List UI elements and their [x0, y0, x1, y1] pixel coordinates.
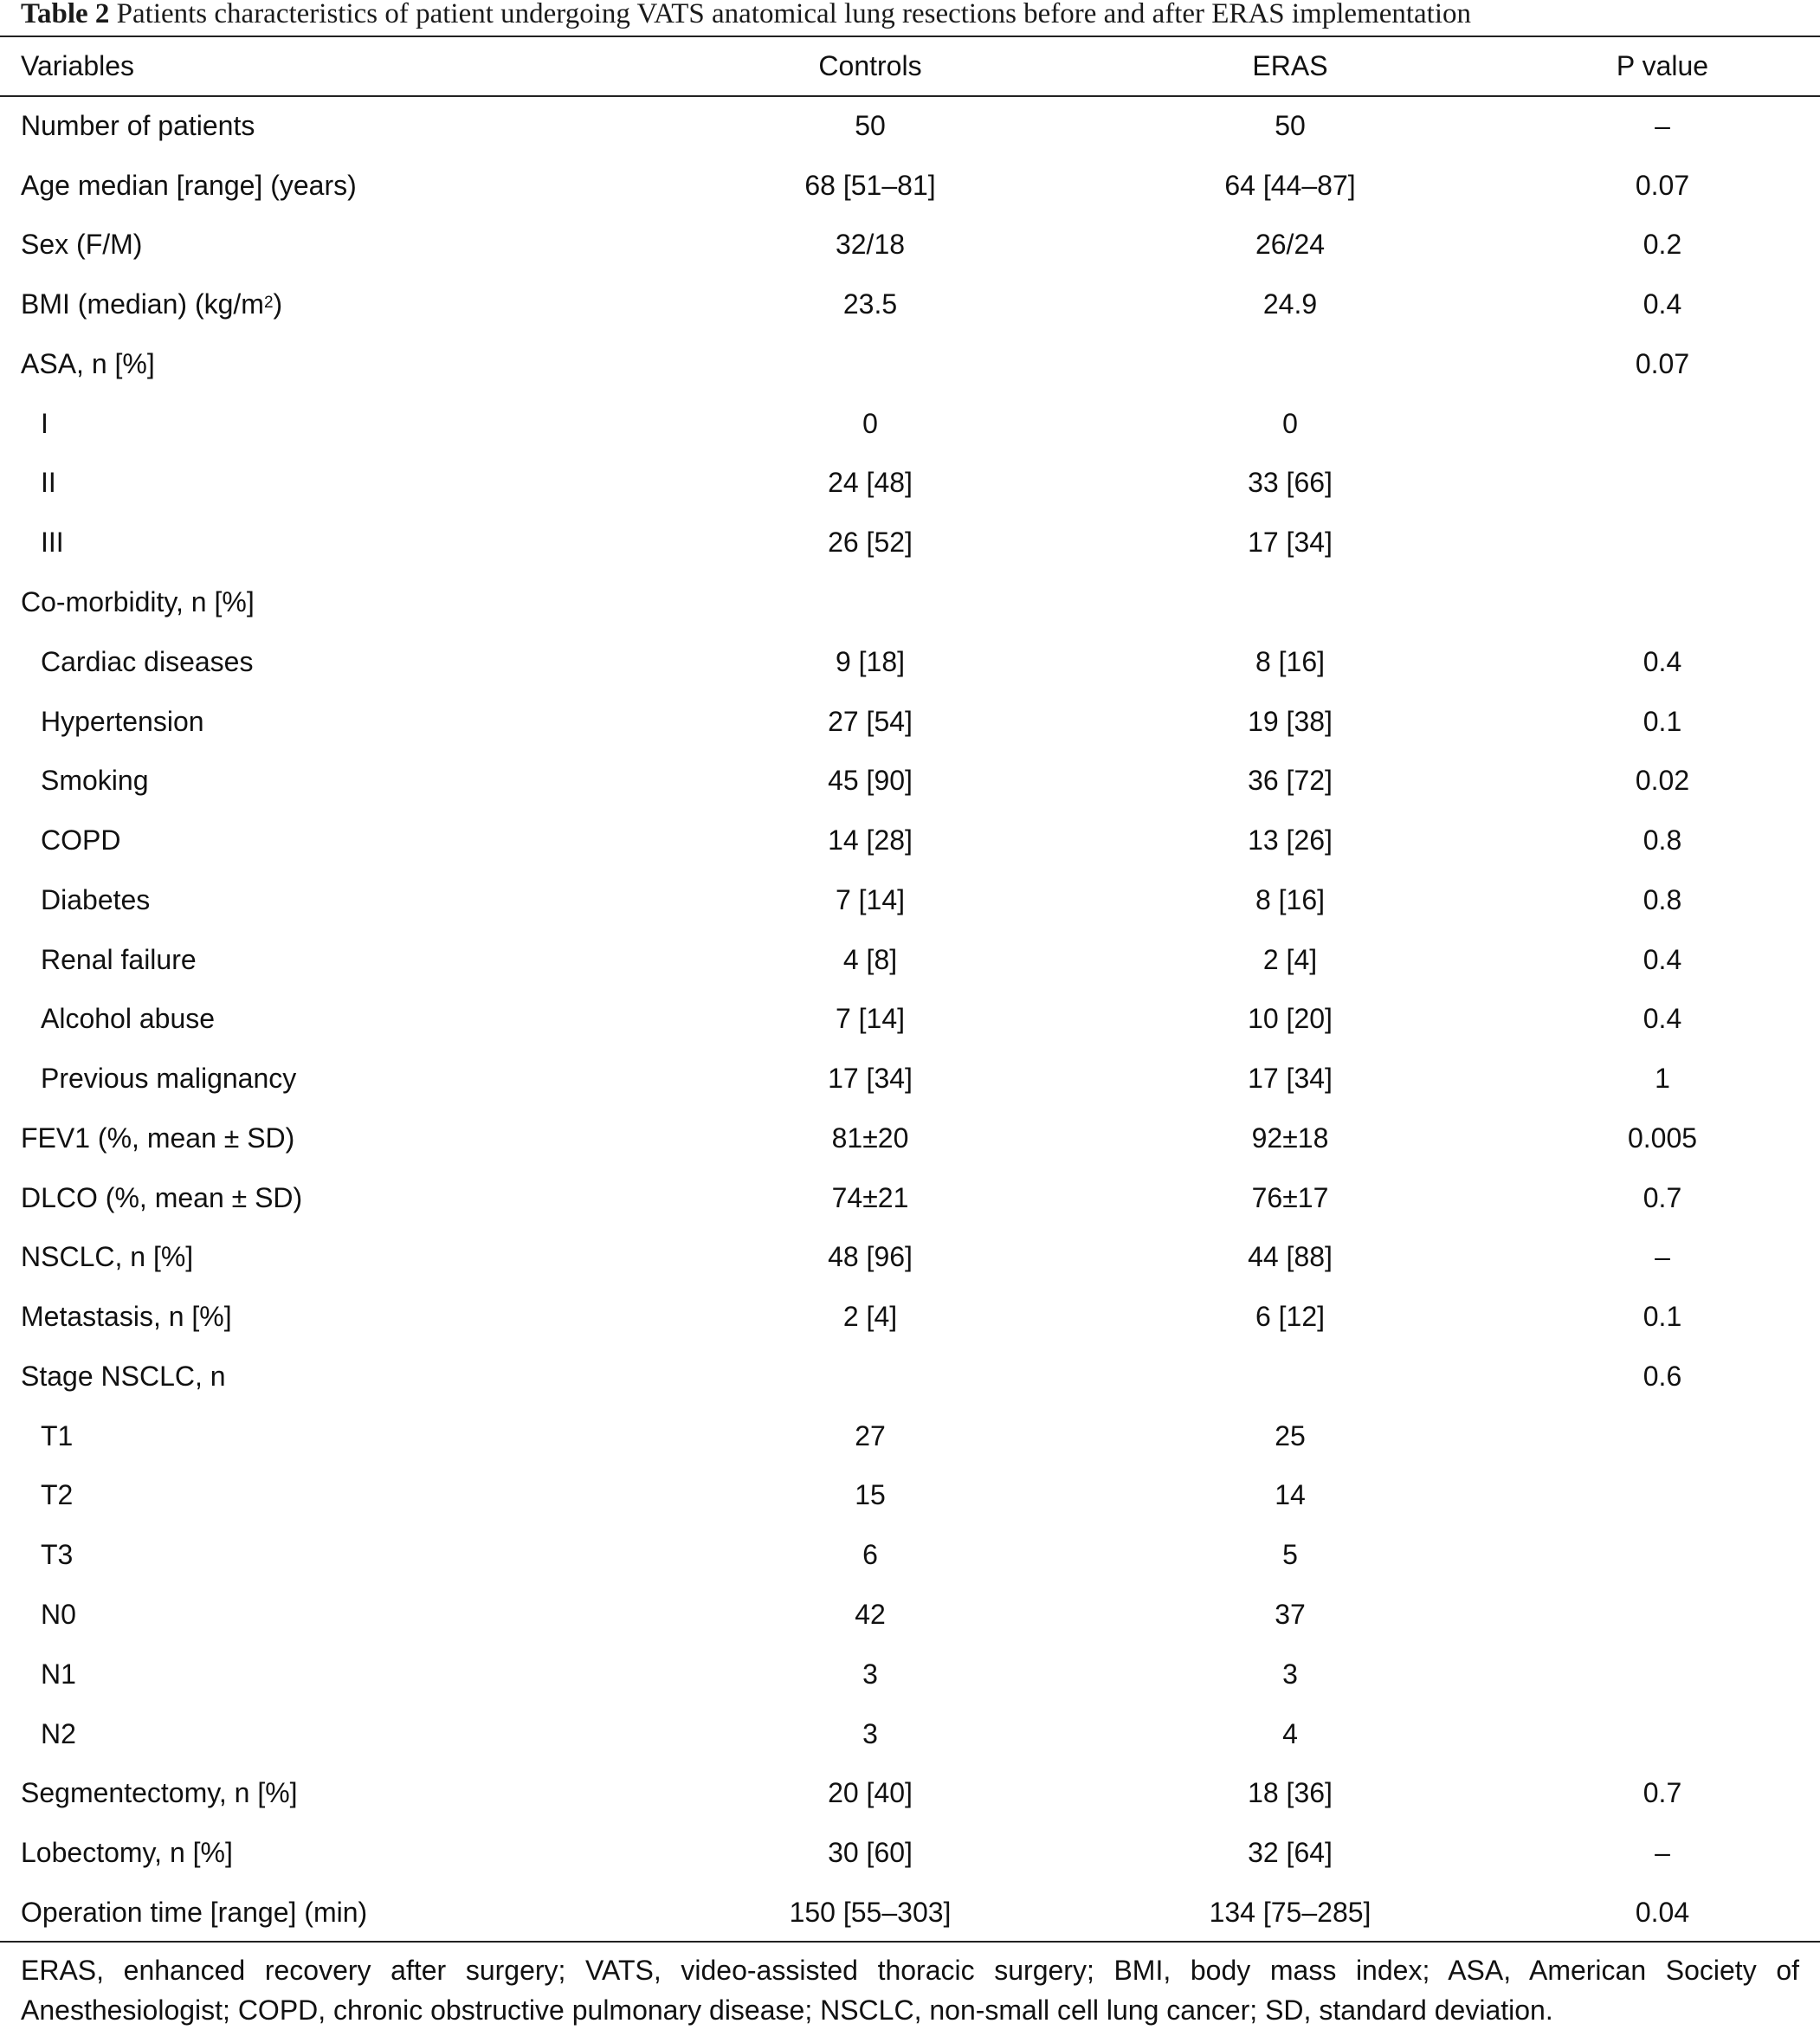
table-header — [0, 37, 1820, 95]
table-row — [0, 692, 1820, 752]
table-row — [0, 1049, 1820, 1109]
row-label: Stage NSCLC, n — [21, 1360, 226, 1392]
p-value: 0.1 — [1643, 1301, 1682, 1333]
row-label: N2 — [41, 1717, 76, 1749]
p-value: 0.4 — [1643, 288, 1682, 320]
controls-value: 45 [90] — [828, 765, 913, 797]
row-label: T2 — [41, 1479, 74, 1511]
table-row — [0, 454, 1820, 514]
controls-value: 150 [55–303] — [789, 1896, 952, 1928]
table-row — [0, 1287, 1820, 1347]
eras-value: 134 [75–285] — [1209, 1896, 1371, 1928]
row-label: DLCO (%, mean ± SD) — [21, 1181, 303, 1213]
table-row — [0, 1883, 1820, 1943]
controls-value: 20 [40] — [828, 1777, 913, 1809]
controls-value: 17 [34] — [828, 1063, 913, 1095]
controls-value: 3 — [862, 1717, 878, 1749]
eras-value: 19 [38] — [1248, 705, 1333, 737]
eras-value: 24.9 — [1262, 288, 1318, 320]
row-label: Co-morbidity, n [%] — [21, 586, 255, 617]
controls-value: 7 [14] — [835, 1003, 906, 1035]
eras-value: 76±17 — [1251, 1181, 1329, 1213]
p-value: 0.04 — [1635, 1896, 1690, 1928]
controls-value: 26 [52] — [828, 527, 913, 559]
eras-value: 14 — [1275, 1479, 1306, 1511]
p-value: 0.02 — [1635, 765, 1690, 797]
p-value — [1533, 1466, 1792, 1526]
eras-value: 32 [64] — [1248, 1837, 1333, 1869]
p-value: 0.4 — [1643, 645, 1682, 677]
controls-value — [697, 1347, 1043, 1406]
eras-value: 33 [66] — [1248, 467, 1333, 499]
table-footnote: ERAS, enhanced recovery after surgery; VATS, video-assisted thoracic surgery; BMI, body mass index; ASA, American Society of Anesthesiologist; COPD, chronic obstructive pulmonary disease; NSCLC, non-small cell lung cancer; SD, standard deviation. — [21, 1955, 1799, 2026]
p-value: 0.7 — [1643, 1777, 1682, 1809]
eras-value: 8 [16] — [1255, 883, 1326, 915]
table-row — [0, 394, 1820, 454]
p-value: – — [1655, 109, 1670, 141]
table-caption — [21, 0, 1804, 35]
table-row — [0, 513, 1820, 572]
table-row — [0, 275, 1820, 334]
eras-value: 10 [20] — [1248, 1003, 1333, 1035]
row-label: COPD — [41, 824, 121, 857]
row-label: ASA, n [%] — [21, 347, 155, 379]
row-label: Previous malignancy — [41, 1063, 297, 1095]
row-label: T3 — [41, 1539, 74, 1571]
controls-value: 0 — [862, 407, 878, 439]
p-value: 0.4 — [1643, 1003, 1682, 1035]
controls-value: 9 [18] — [835, 645, 906, 677]
row-label: N1 — [41, 1658, 76, 1690]
p-value: 0.8 — [1643, 824, 1682, 857]
table-row — [0, 1645, 1820, 1704]
table-row — [0, 751, 1820, 811]
row-label-suffix: ) — [273, 288, 283, 320]
table-row — [0, 1763, 1820, 1823]
p-value — [1533, 1645, 1792, 1704]
row-label: Metastasis, n [%] — [21, 1301, 232, 1333]
eras-value: 92±18 — [1251, 1122, 1329, 1154]
eras-value: 25 — [1275, 1419, 1306, 1451]
p-value — [1533, 513, 1792, 572]
eras-value: 4 — [1282, 1717, 1298, 1749]
controls-value: 4 [8] — [842, 943, 898, 975]
table-row — [0, 156, 1820, 216]
eras-value: 17 [34] — [1248, 527, 1333, 559]
row-label: Age median [range] (years) — [21, 169, 357, 201]
table-row — [0, 811, 1820, 870]
p-value: 0.005 — [1627, 1122, 1698, 1154]
controls-value: 24 [48] — [828, 467, 913, 499]
table-row — [0, 1406, 1820, 1466]
controls-value: 7 [14] — [835, 883, 906, 915]
row-label: T1 — [41, 1419, 74, 1451]
p-value — [1533, 1406, 1792, 1466]
controls-value: 27 — [855, 1419, 886, 1451]
controls-value — [697, 334, 1043, 394]
row-label: Hypertension — [41, 705, 204, 737]
table-row — [0, 1466, 1820, 1526]
controls-value: 14 [28] — [828, 824, 913, 857]
controls-value: 68 [51–81] — [804, 169, 936, 201]
row-label: NSCLC, n [%] — [21, 1241, 194, 1273]
p-value — [1533, 1585, 1792, 1645]
controls-value: 27 [54] — [828, 705, 913, 737]
eras-value: 44 [88] — [1248, 1241, 1333, 1273]
controls-value — [697, 572, 1043, 632]
row-label-text: BMI (median) (kg/m — [21, 288, 264, 320]
p-value — [1533, 572, 1792, 632]
row-label: N0 — [41, 1599, 76, 1631]
row-label: Alcohol abuse — [41, 1003, 216, 1035]
table-label: Table 2 — [21, 0, 110, 29]
bottom-rule — [0, 1941, 1820, 1943]
table-row — [0, 1109, 1820, 1168]
p-value: 0.07 — [1635, 169, 1690, 201]
controls-value: 48 [96] — [828, 1241, 913, 1273]
header-p-value: P value — [1616, 50, 1709, 81]
controls-value: 74±21 — [831, 1181, 909, 1213]
eras-value: 8 [16] — [1255, 645, 1326, 677]
row-label: Sex (F/M) — [21, 229, 143, 261]
table-row — [0, 870, 1820, 930]
eras-value: 36 [72] — [1248, 765, 1333, 797]
p-value: 0.1 — [1643, 705, 1682, 737]
eras-value: 18 [36] — [1248, 1777, 1333, 1809]
row-label: Diabetes — [41, 883, 151, 915]
row-label: Segmentectomy, n [%] — [21, 1777, 298, 1809]
table-row — [0, 1168, 1820, 1228]
p-value — [1533, 394, 1792, 454]
p-value: 0.7 — [1643, 1181, 1682, 1213]
eras-value: 37 — [1275, 1599, 1306, 1631]
table-row — [0, 1823, 1820, 1883]
row-label: III — [41, 527, 64, 559]
eras-value — [1117, 334, 1463, 394]
controls-value: 32/18 — [835, 229, 906, 261]
controls-value: 23.5 — [842, 288, 898, 320]
table-row — [0, 930, 1820, 990]
eras-value: 17 [34] — [1248, 1063, 1333, 1095]
row-label: Number of patients — [21, 109, 255, 141]
row-label: Renal failure — [41, 943, 197, 975]
p-value — [1533, 1704, 1792, 1764]
eras-value: 50 — [1275, 109, 1306, 141]
controls-value: 6 — [862, 1539, 878, 1571]
controls-value: 42 — [855, 1599, 886, 1631]
p-value: 1 — [1655, 1063, 1670, 1095]
row-label: FEV1 (%, mean ± SD) — [21, 1122, 295, 1154]
eras-value: 13 [26] — [1248, 824, 1333, 857]
table-row — [0, 1228, 1820, 1288]
header-eras: ERAS — [1252, 50, 1328, 81]
table-row — [0, 989, 1820, 1049]
p-value: 0.8 — [1643, 883, 1682, 915]
eras-value: 5 — [1282, 1539, 1298, 1571]
table-row — [0, 572, 1820, 632]
controls-value: 50 — [855, 109, 886, 141]
p-value: 0.4 — [1643, 943, 1682, 975]
table-title: Patients characteristics of patient undergoing VATS anatomical lung resections before and after ERAS implementation — [116, 0, 1471, 29]
controls-value: 81±20 — [831, 1122, 909, 1154]
header-controls: Controls — [818, 50, 922, 81]
controls-value: 2 [4] — [842, 1301, 898, 1333]
row-label: Smoking — [41, 765, 149, 797]
p-value: 0.07 — [1635, 347, 1690, 379]
eras-value — [1117, 1347, 1463, 1406]
row-label: Cardiac diseases — [41, 645, 254, 677]
eras-value — [1117, 572, 1463, 632]
table-row — [0, 632, 1820, 692]
table-row — [0, 1704, 1820, 1764]
eras-value: 6 [12] — [1255, 1301, 1326, 1333]
eras-value: 2 [4] — [1262, 943, 1318, 975]
row-label: II — [41, 467, 56, 499]
p-value — [1533, 454, 1792, 514]
table-row — [0, 216, 1820, 275]
table-row — [0, 96, 1820, 156]
controls-value: 15 — [855, 1479, 886, 1511]
table-row — [0, 1585, 1820, 1645]
eras-value: 3 — [1282, 1658, 1298, 1690]
p-value: 0.6 — [1643, 1360, 1682, 1392]
table-row — [0, 1347, 1820, 1406]
p-value — [1533, 1525, 1792, 1585]
row-label: Lobectomy, n [%] — [21, 1837, 233, 1869]
controls-value: 3 — [862, 1658, 878, 1690]
controls-value: 30 [60] — [828, 1837, 913, 1869]
p-value: 0.2 — [1643, 229, 1682, 261]
row-label: I — [41, 407, 48, 439]
eras-value: 0 — [1282, 407, 1298, 439]
header-variables: Variables — [21, 50, 135, 81]
p-value: – — [1655, 1837, 1670, 1869]
eras-value: 64 [44–87] — [1224, 169, 1356, 201]
row-label: BMI (median) (kg/m $^2$ ) — [21, 288, 283, 320]
eras-value: 26/24 — [1255, 229, 1326, 261]
table-row — [0, 334, 1820, 394]
table-body — [0, 96, 1820, 1943]
table-row — [0, 1525, 1820, 1585]
p-value: – — [1655, 1241, 1670, 1273]
row-label: Operation time [range] (min) — [21, 1896, 368, 1928]
